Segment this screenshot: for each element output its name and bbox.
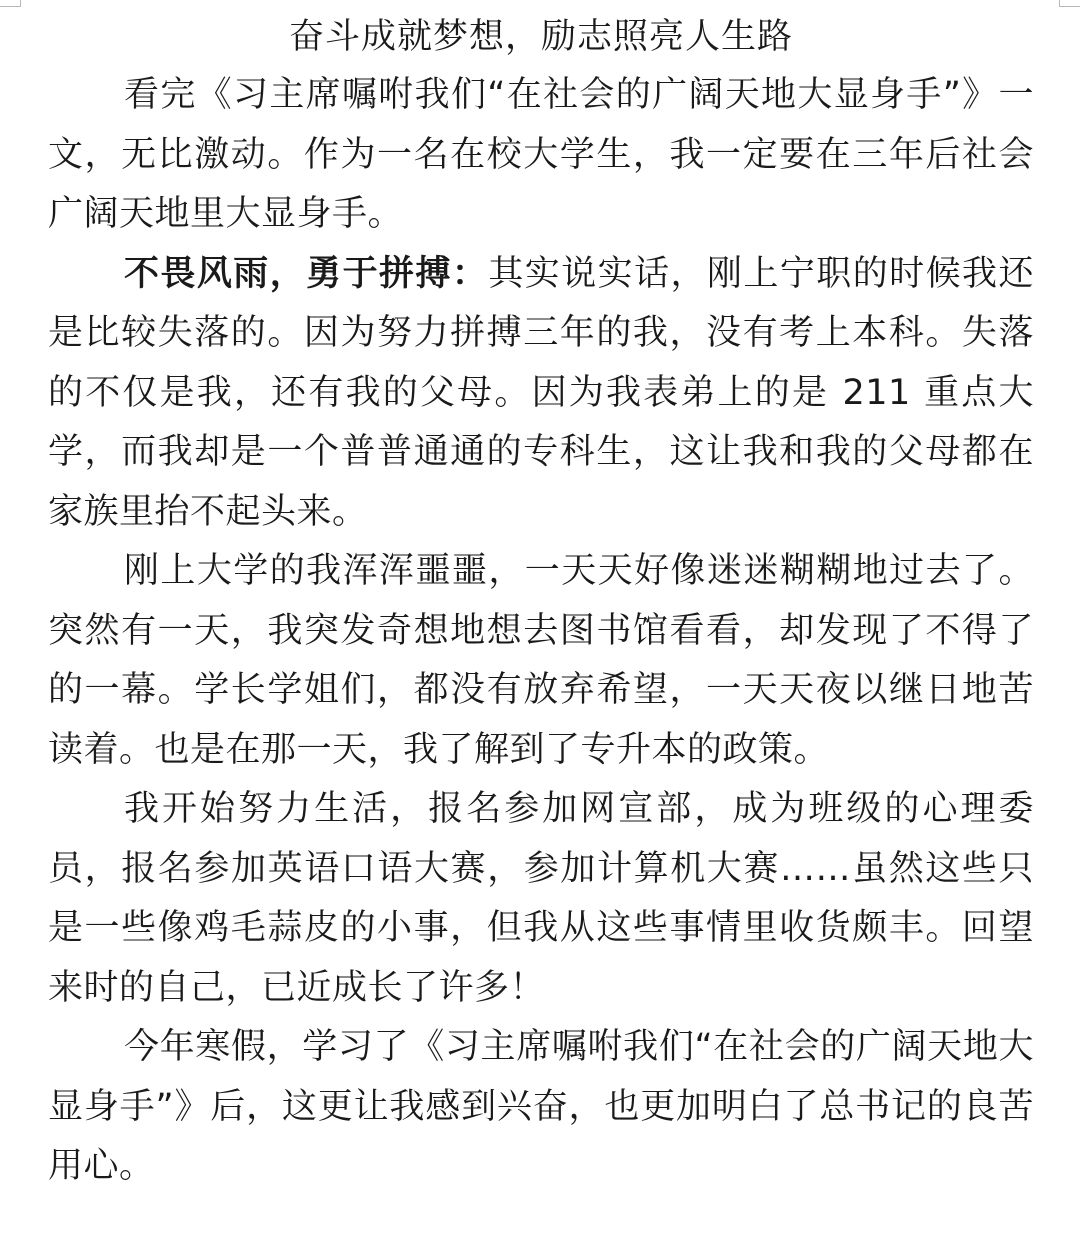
paragraph-4-text: 我开始努力生活，报名参加网宣部，成为班级的心理委员，报名参加英语口语大赛，参加计算机大赛……虽然这些只是一些像鸡毛蒜皮的小事，但我从这些事情里收货颇丰。回望来时的自己，已近成长了许多！ — [48, 789, 1034, 1008]
paragraph-2-lead: 不畏风雨，勇于拼搏： — [124, 253, 489, 294]
document-body — [48, 8, 1034, 1197]
paragraph-2-text: 其实说实话，刚上宁职的时候我还是比较失落的。因为努力拼搏三年的我，没有考上本科。失落的不仅是我，还有我的父母。因为我表弟上的是 211 重点大学，而我却是一个普普通通的专科生，这让我和我的父母都在家族里抬不起头来。 — [48, 253, 1034, 532]
page-corner-mark-right — [1059, 0, 1080, 7]
paragraph-4 — [48, 780, 1034, 1018]
page-corner-mark-left — [0, 0, 21, 7]
paragraph-5 — [48, 1018, 1034, 1197]
paragraph-2 — [48, 245, 1034, 543]
paragraph-1-text: 看完《习主席嘱咐我们“在社会的广阔天地大显身手”》一文，无比激动。作为一名在校大学生，我一定要在三年后社会广阔天地里大显身手。 — [48, 75, 1034, 234]
paragraph-1 — [48, 66, 1034, 245]
paragraph-3 — [48, 542, 1034, 780]
paragraph-3-text: 刚上大学的我浑浑噩噩，一天天好像迷迷糊糊地过去了。突然有一天，我突发奇想地想去图书馆看看，却发现了不得了的一幕。学长学姐们，都没有放弃希望，一天天夜以继日地苦读着。也是在那一天，我了解到了专升本的政策。 — [48, 551, 1034, 770]
paragraph-5-text: 今年寒假，学习了《习主席嘱咐我们“在社会的广阔天地大显身手”》后，这更让我感到兴奋，也更加明白了总书记的良苦用心。 — [48, 1027, 1034, 1186]
document-title: 奋斗成就梦想，励志照亮人生路 — [288, 17, 793, 57]
